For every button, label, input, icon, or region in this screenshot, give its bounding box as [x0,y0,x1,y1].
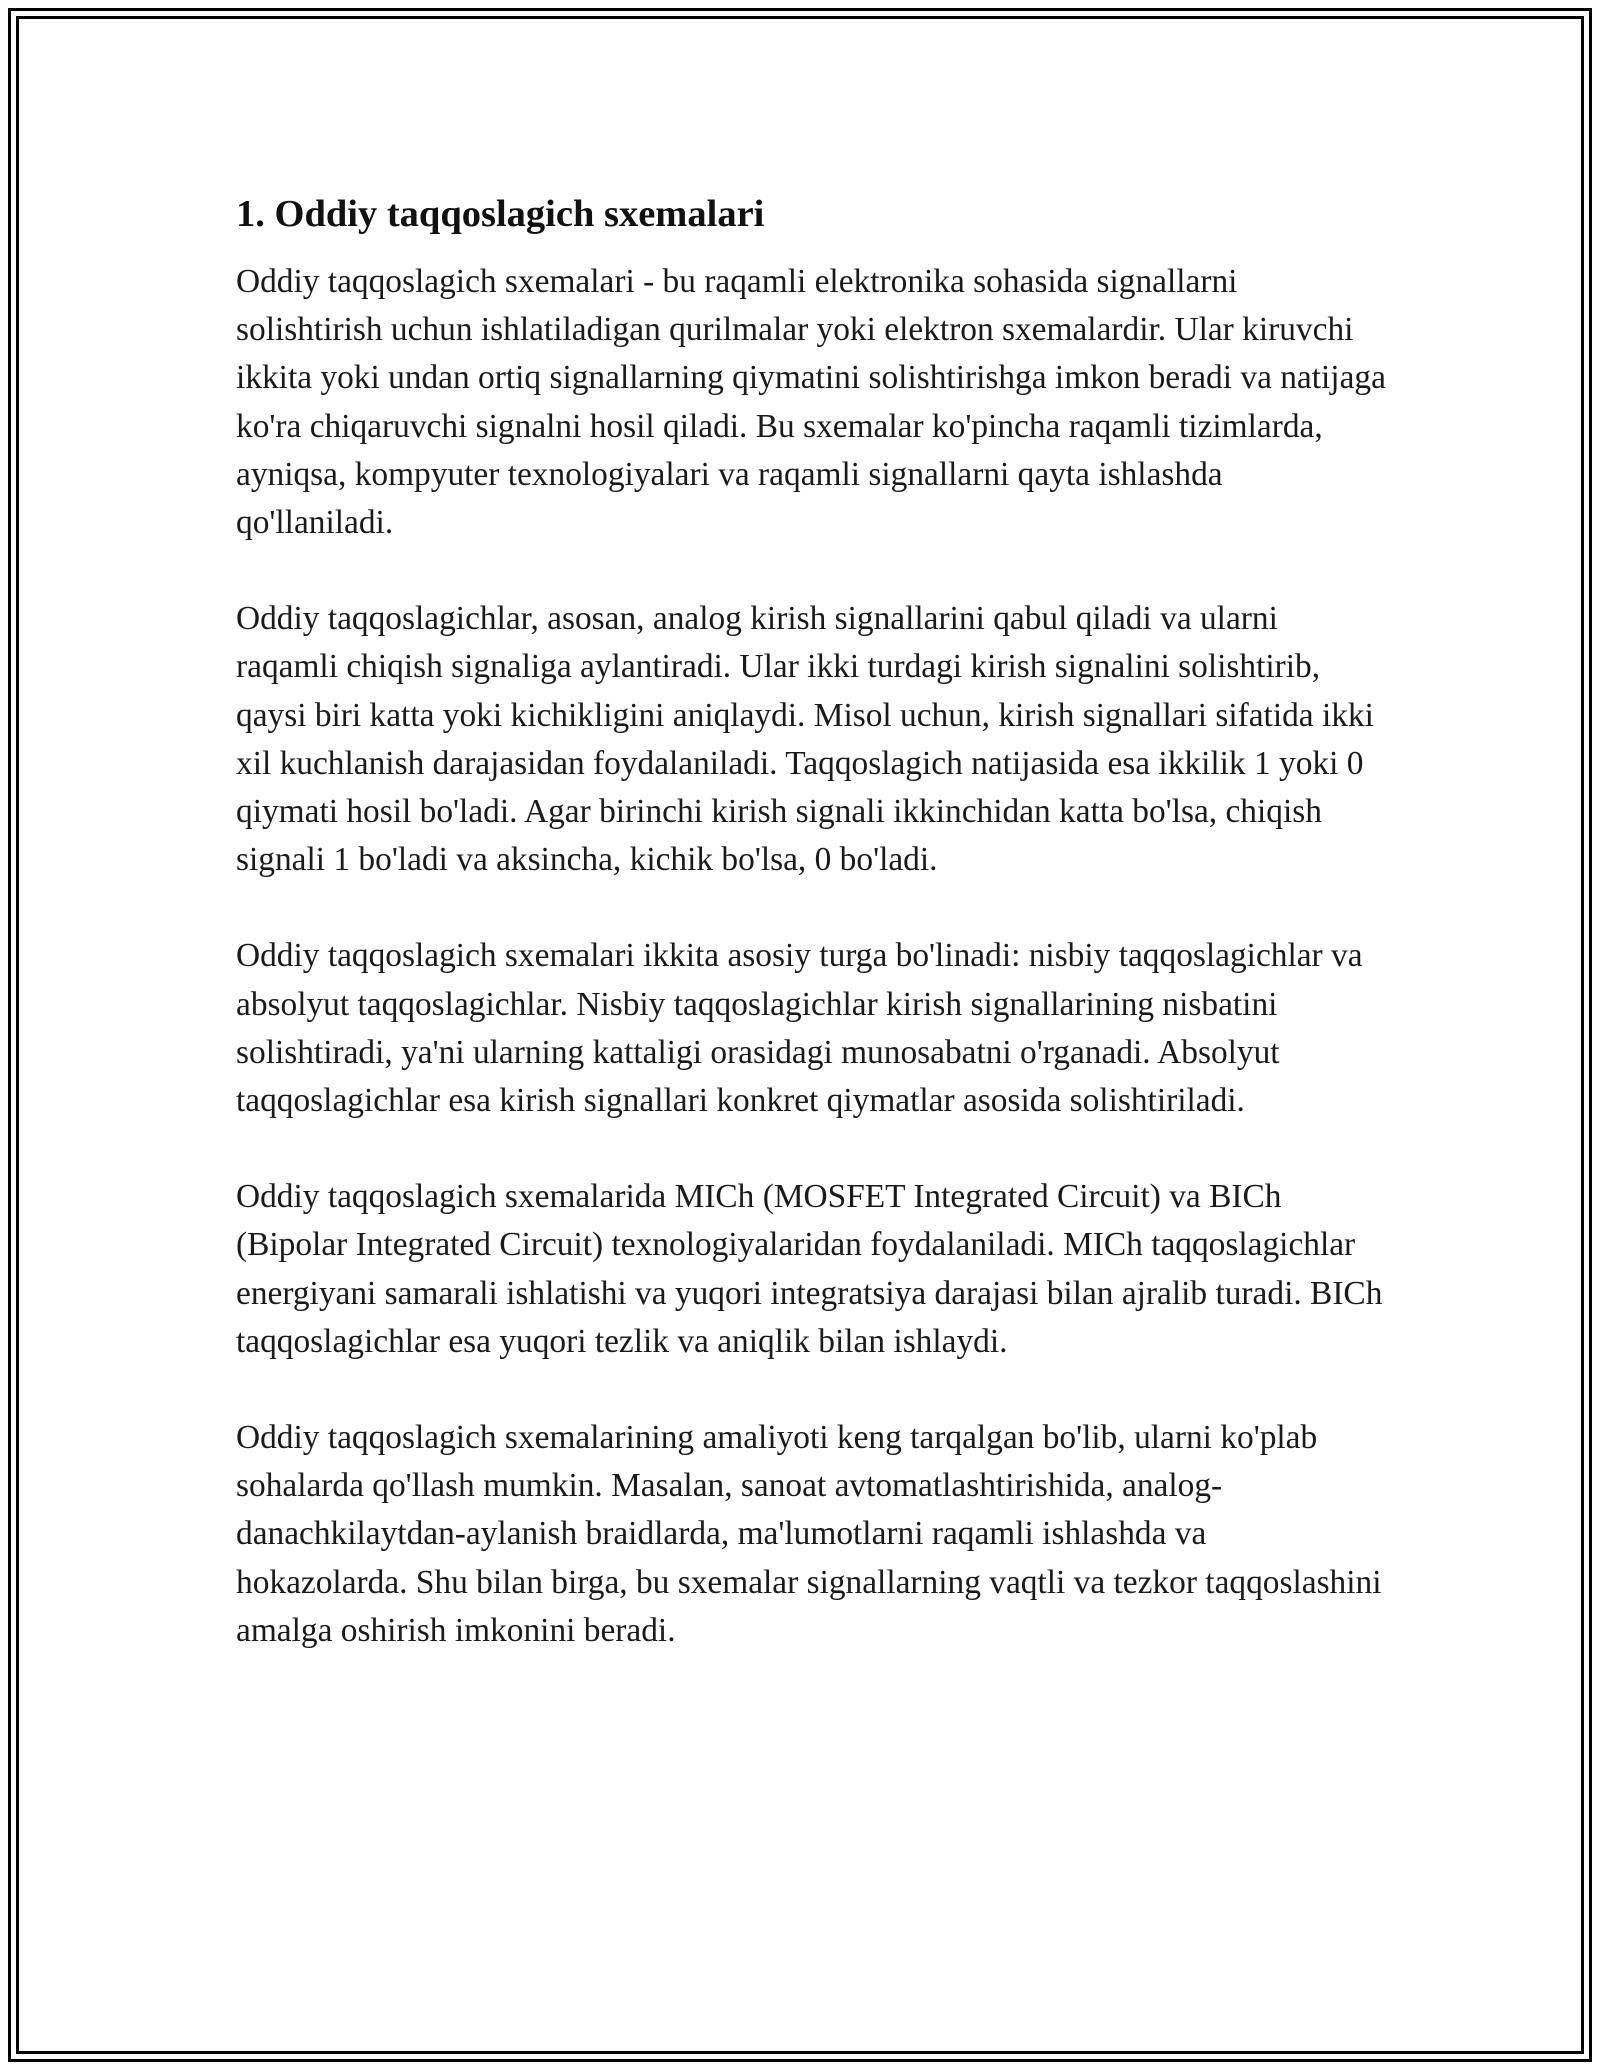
document-body [236,186,1386,1703]
paragraph-technologies: Oddiy taqqoslagich sxemalarida MICh (MOSFET Integrated Circuit) va BICh (Bipolar Integrated Circuit) texnologiyalaridan foydalaniladi. MICh taqqoslagichlar energiyani samarali ishlatishi va yuqori integratsiya darajasi bilan ajralib turadi. BICh taqqoslagichlar esa yuqori tezlik va aniqlik bilan ishlaydi. [236,1178,1383,1360]
paragraph-analog-to-digital: Oddiy taqqoslagichlar, asosan, analog kirish signallarini qabul qiladi va ularni raqamli chiqish signaliga aylantiradi. Ular ikki turdagi kirish signalini solishtirib, qaysi biri katta yoki kichikligini aniqlaydi. Misol uchun, kirish signallari sifatida ikki xil kuchlanish darajasidan foydalaniladi. Taqqoslagich natijasida esa ikkilik 1 yoki 0 qiymati hosil bo'ladi. Agar birinchi kirish signali ikkinchidan katta bo'lsa, chiqish signali 1 bo'ladi va aksincha, kichik bo'lsa, 0 bo'ladi. [236,600,1374,879]
section-heading: 1. Oddiy taqqoslagich sxemalari [236,193,765,235]
paragraph-comparator-types: Oddiy taqqoslagich sxemalari ikkita asosiy turga bo'linadi: nisbiy taqqoslagichlar va absolyut taqqoslagichlar. Nisbiy taqqoslagichlar kirish signallarining nisbatini solishtiradi, ya'ni ularning kattaligi orasidagi munosabatni o'rganadi. Absolyut taqqoslagichlar esa kirish signallari konkret qiymatlar asosida solishtiriladi. [236,937,1363,1120]
paragraph-intro: Oddiy taqqoslagich sxemalari - bu raqamli elektronika sohasida signallarni solishtirish uchun ishlatiladigan qurilmalar yoki elektron sxemalardir. Ular kiruvchi ikkita yoki undan ortiq signallarning qiymatini solishtirishga imkon beradi va natijaga ko'ra chiqaruvchi signalni hosil qiladi. Bu sxemalar ko'pincha raqamli tizimlarda, ayniqsa, kompyuter texnologiyalari va raqamli signallarni qayta ishlashda qo'llaniladi. [236,263,1386,542]
paragraph-applications: Oddiy taqqoslagich sxemalarining amaliyoti keng tarqalgan bo'lib, ularni ko'plab sohalarda qo'llash mumkin. Masalan, sanoat avtomatlashtirishida, analog-danachkilaytdan-aylanish braidlarda, ma'lumotlarni raqamli ishlashda va hokazolarda. Shu bilan birga, bu sxemalar signallarning vaqtli va tezkor taqqoslashini amalga oshirish imkonini beradi. [236,1419,1382,1649]
